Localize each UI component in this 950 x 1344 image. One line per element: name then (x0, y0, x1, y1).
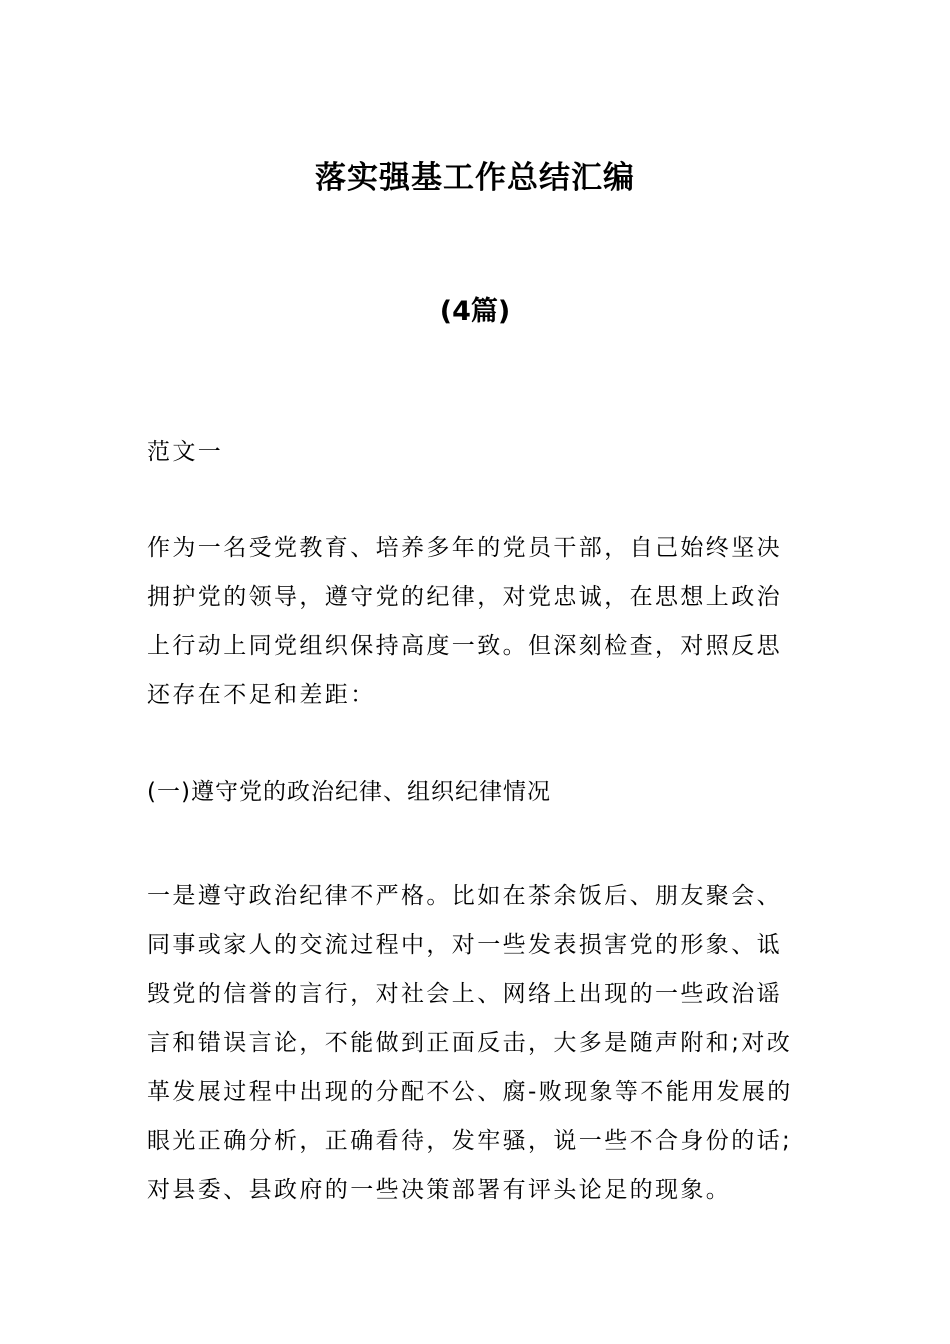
document-subtitle: (4篇) (439, 296, 511, 327)
paragraph-intro: 作为一名受党教育、培养多年的党员干部，自己始终坚决拥护党的领导，遵守党的纪律，对党忠诚，在思想上政治上行动上同党组织保持高度一致。但深刻检查，对照反思还存在不足和差距： (147, 535, 782, 708)
document-title: 落实强基工作总结汇编 (315, 160, 635, 196)
paragraph-body: 一是遵守政治纪律不严格。比如在茶余饭后、朋友聚会、同事或家人的交流过程中，对一些发表损害党的形象、诋毁党的信誉的言行，对社会上、网络上出现的一些政治谣言和错误言论，不能做到正面反击，大多是随声附和;对改革发展过程中出现的分配不公、腐-败现象等不能用发展的眼光正确分析，正确看待，发牢骚，说一些不合身份的话;对县委、县政府的一些决策部署有评头论足的现象。 (147, 883, 793, 1203)
section-heading: (一)遵守党的政治纪律、组织纪律情况 (147, 779, 551, 805)
section-label: 范文一 (147, 439, 224, 465)
